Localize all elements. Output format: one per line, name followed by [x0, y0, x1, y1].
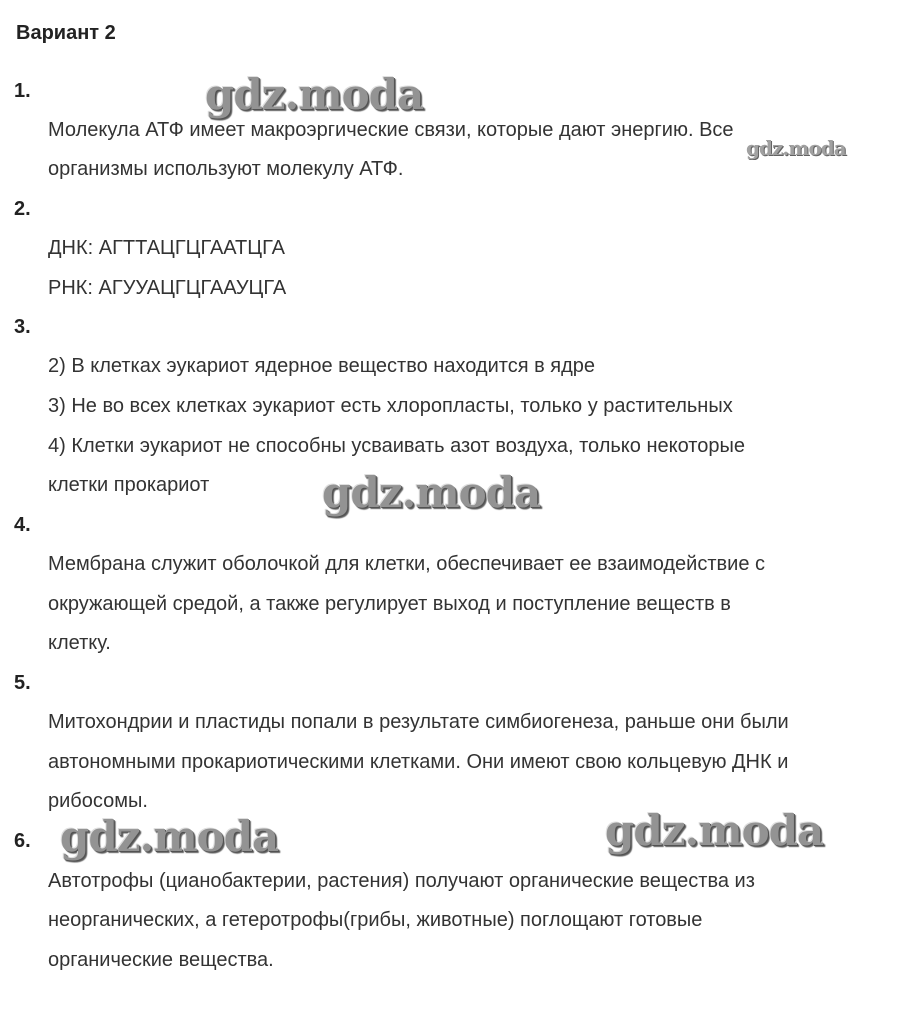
- page-title: Вариант 2: [16, 22, 116, 44]
- answer-5-line-2: автономными прокариотическими клетками. Они имеют свою кольцевую ДНК и: [48, 751, 789, 773]
- question-number-5: 5.: [14, 672, 31, 694]
- watermark-logo: gdz.moda: [60, 812, 279, 861]
- question-number-4: 4.: [14, 514, 31, 536]
- watermark-logo: gdz.moda: [605, 806, 824, 855]
- answer-4-line-2: окружающей средой, а также регулирует выход и поступление веществ в: [48, 593, 731, 615]
- answer-5-line-3: рибосомы.: [48, 790, 148, 812]
- watermark-logo: gdz.moda: [746, 136, 846, 160]
- answer-1-line-2: организмы используют молекулу АТФ.: [48, 158, 404, 180]
- watermark-logo: gdz.moda: [322, 468, 541, 517]
- question-number-6: 6.: [14, 830, 31, 852]
- answer-6-line-3: органические вещества.: [48, 949, 274, 971]
- question-number-2: 2.: [14, 198, 31, 220]
- question-number-3: 3.: [14, 316, 31, 338]
- answer-4-line-1: Мембрана служит оболочкой для клетки, обеспечивает ее взаимодействие с: [48, 553, 765, 575]
- answer-1-line-1: Молекула АТФ имеет макроэргические связи, которые дают энергию. Все: [48, 119, 734, 141]
- answer-3-line-3: 4) Клетки эукариот не способны усваивать азот воздуха, только некоторые: [48, 435, 745, 457]
- answer-6-line-1: Автотрофы (цианобактерии, растения) получают органические вещества из: [48, 870, 755, 892]
- answer-2-line-1: ДНК: АГТТАЦГЦГААТЦГА: [48, 237, 285, 259]
- answer-5-line-1: Митохондрии и пластиды попали в результате симбиогенеза, раньше они были: [48, 711, 789, 733]
- answer-4-line-3: клетку.: [48, 632, 111, 654]
- answer-6-line-2: неорганических, а гетеротрофы(грибы, животные) поглощают готовые: [48, 909, 703, 931]
- answer-3-line-2: 3) Не во всех клетках эукариот есть хлоропласты, только у растительных: [48, 395, 733, 417]
- answer-3-line-1: 2) В клетках эукариот ядерное вещество находится в ядре: [48, 355, 596, 377]
- question-number-1: 1.: [14, 80, 31, 102]
- answer-3-line-4: клетки прокариот: [48, 474, 210, 496]
- answer-2-line-2: РНК: АГУУАЦГЦГААУЦГА: [48, 277, 287, 299]
- watermark-logo: gdz.moda: [205, 70, 424, 119]
